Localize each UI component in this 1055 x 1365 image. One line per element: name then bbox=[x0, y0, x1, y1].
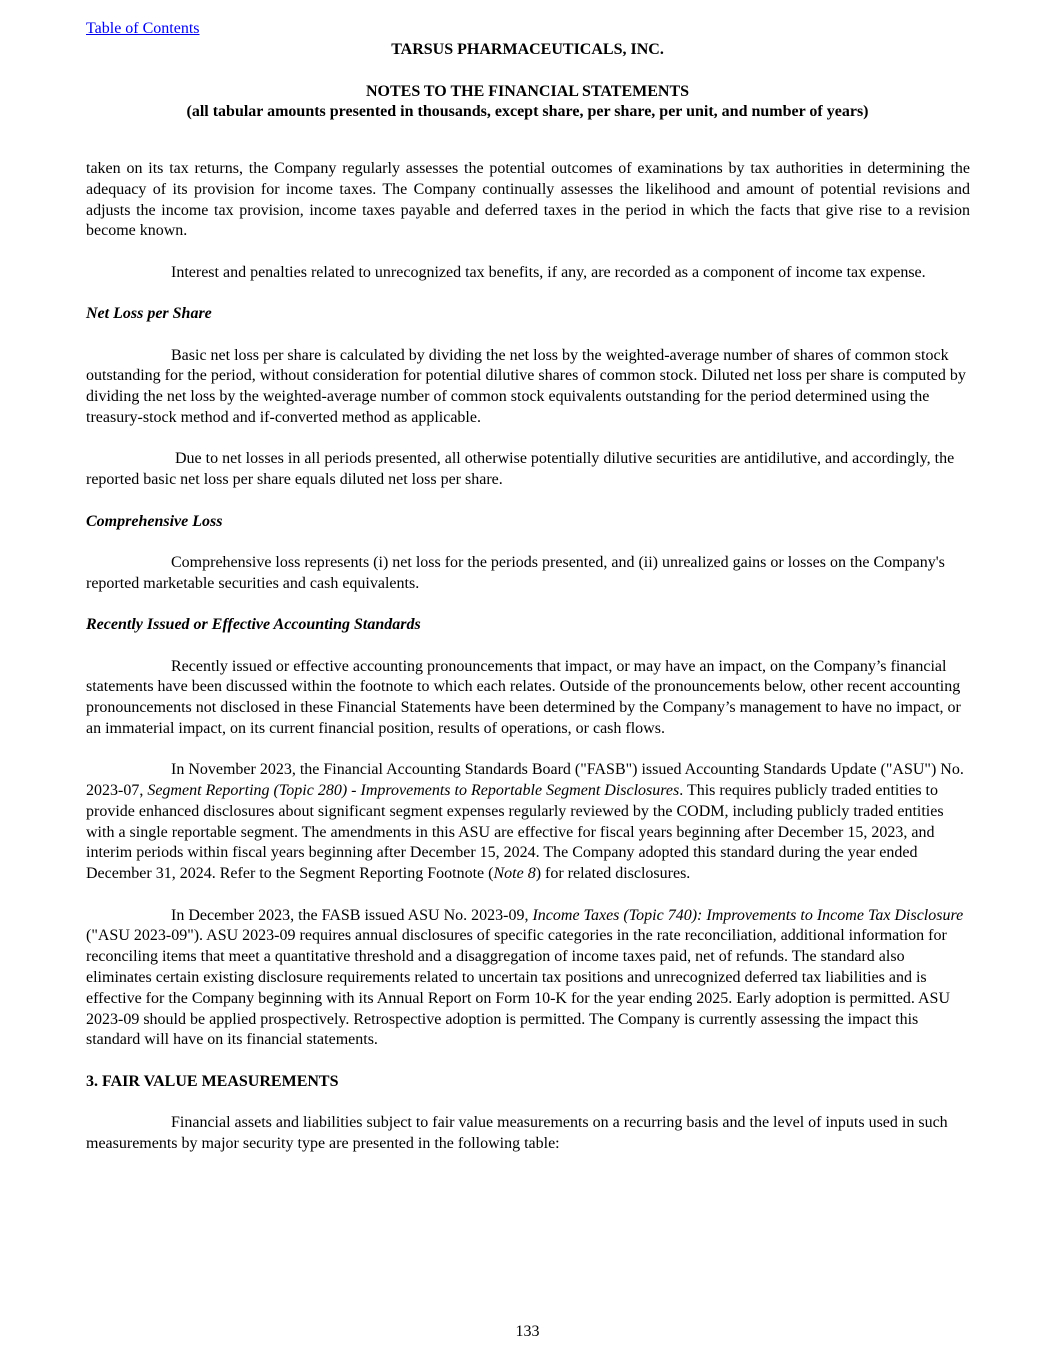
paragraph-asu-2023-09 bbox=[86, 906, 970, 1052]
paragraph-interest-penalties: Interest and penalties related to unrecognized tax benefits, if any, are recorded as a component of income tax expense. bbox=[171, 263, 926, 281]
heading-accounting-standards: Recently Issued or Effective Accounting Standards bbox=[86, 616, 421, 634]
asu-2023-07-text-b: . This requires publicly traded entities to provide enhanced disclosures about significant segment expenses regularly reviewed by the CODM, including publicly traded entities with a single reportable segment. The amendments in this ASU are effective for fiscal years beginning after December 15, 2023, and interim periods within fiscal years beginning after December 15, 2024. The Company adopted this standard during the year ended December 31, 2024. Refer to the Segment Reporting Footnote ( bbox=[86, 782, 944, 883]
paragraph-fair-value-intro: Financial assets and liabilities subject to fair value measurements on a recurring basis and the level of inputs used in such measurements by major security type are presented in the following table: bbox=[86, 1114, 948, 1153]
heading-comprehensive-loss: Comprehensive Loss bbox=[86, 512, 223, 530]
heading-fair-value-measurements: 3. FAIR VALUE MEASUREMENTS bbox=[86, 1072, 339, 1090]
asu-2023-09-text-a: In December 2023, the FASB issued ASU No. 2023-09, bbox=[171, 906, 533, 924]
page-number: 133 bbox=[515, 1323, 540, 1340]
paragraph-basic-net-loss: Basic net loss per share is calculated by dividing the net loss by the weighted-average number of shares of common stock outstanding for the period, without consideration for potential dilutive shares of common stock. Diluted net loss per share is computed by dividing the net loss by the weighted-average number of common stock equivalents outstanding for the period determined using the treasury-stock method and if-converted method as applicable. bbox=[86, 346, 966, 426]
asu-2023-09-title: Income Taxes (Topic 740): Improvements to Income Tax Disclosure bbox=[532, 906, 964, 924]
notes-subtitle: (all tabular amounts presented in thousands, except share, per share, per unit, and number of years) bbox=[186, 103, 869, 120]
notes-title: NOTES TO THE FINANCIAL STATEMENTS bbox=[365, 83, 690, 100]
asu-2023-07-text-a: In November 2023, the Financial Accounting Standards Board ("FASB") issued Accounting Standards Update ("ASU") No. 2023-07, bbox=[86, 761, 964, 800]
note-8-reference: Note 8 bbox=[493, 865, 536, 883]
paragraph-comprehensive-loss: Comprehensive loss represents (i) net loss for the periods presented, and (ii) unrealized gains or losses on the Company's reported marketable securities and cash equivalents. bbox=[86, 553, 945, 592]
asu-2023-07-text-c: ) for related disclosures. bbox=[535, 865, 691, 883]
paragraph-recent-pronouncements: Recently issued or effective accounting pronouncements that impact, or may have an impact, on the Company’s financial statements have been discussed within the footnote to which each relates. Outside of the pronouncements below, other recent accounting pronouncements not disclosed in these Financial Statements have been determined by the Company’s management to have no impact, or an immaterial impact, on its current financial position, results of operations, or cash flows. bbox=[86, 657, 961, 737]
document-body bbox=[86, 159, 970, 1175]
heading-net-loss-per-share: Net Loss per Share bbox=[86, 305, 212, 323]
company-name: TARSUS PHARMACEUTICALS, INC. bbox=[391, 41, 664, 58]
asu-2023-07-title: Segment Reporting (Topic 280) - Improvements to Reportable Segment Disclosures bbox=[147, 782, 680, 800]
asu-2023-09-text-b: ("ASU 2023-09"). ASU 2023-09 requires annual disclosures of specific categories in the rate reconciliation, additional information for reconciling items that meet a quantitative threshold and a disaggregation of income taxes paid, net of refunds. The standard also eliminates certain existing disclosure requirements related to uncertain tax positions and unrecognized deferred tax liabilities and is effective for the Company beginning with its Annual Report on Form 10-K for the year ending 2025. Early adoption is permitted. ASU 2023-09 should be applied prospectively. Retrospective adoption is permitted. The Company is currently assessing the impact this standard will have on its financial statements. bbox=[86, 927, 950, 1049]
paragraph-dilutive-securities: Due to net losses in all periods presented, all otherwise potentially dilutive securities are antidilutive, and accordingly, the reported basic net loss per share equals diluted net loss per share. bbox=[86, 450, 955, 489]
paragraph-tax-returns: taken on its tax returns, the Company regularly assesses the potential outcomes of examinations by tax authorities in determining the adequacy of its provision for income taxes. The Company continually assesses the likelihood and amount of potential revisions and adjusts the income tax provision, income taxes payable and deferred taxes in the period in which the facts that give rise to a revision become known. bbox=[86, 160, 970, 240]
table-of-contents-link[interactable]: Table of Contents bbox=[86, 20, 200, 37]
paragraph-asu-2023-07 bbox=[86, 760, 970, 885]
